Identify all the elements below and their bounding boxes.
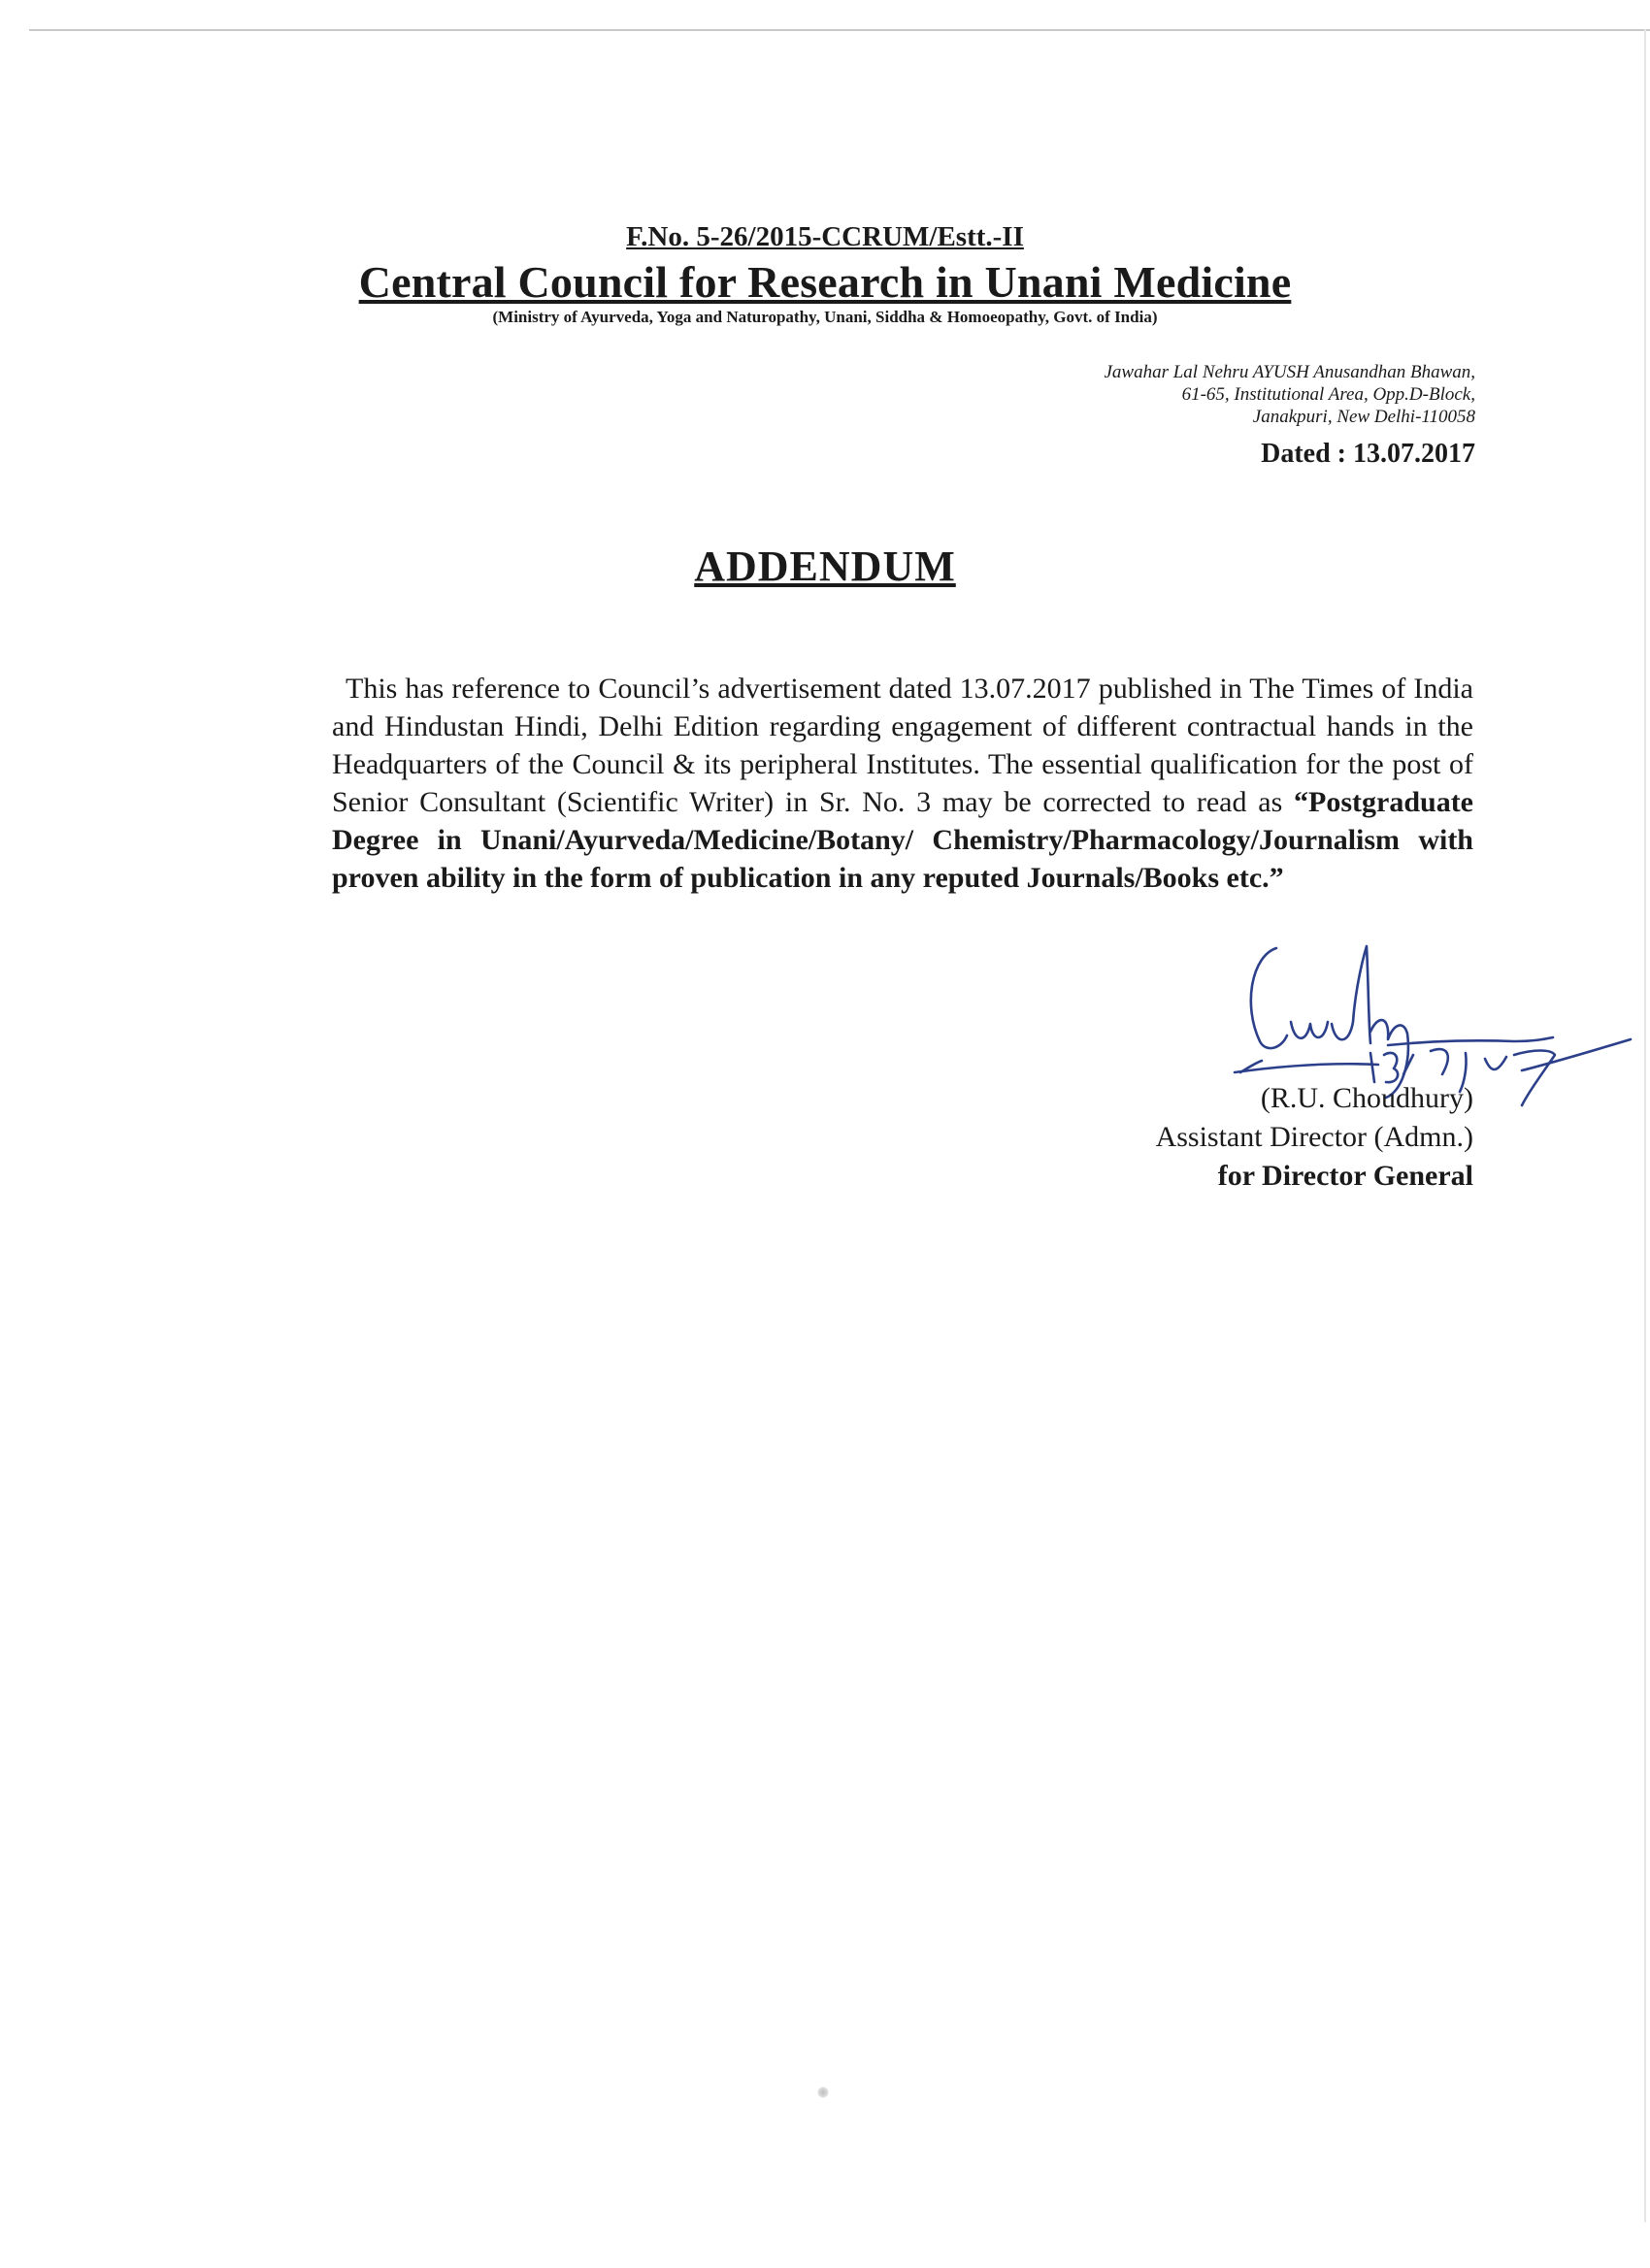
body-quoted-qualification: “Postgraduate Degree in Unani/Ayurveda/Medicine/Botany/ Chemistry/Pharmacology/Journalism with proven ability in the form of publication in any reputed Journals/Books etc.” [332, 786, 1473, 894]
ministry-line: (Ministry of Ayurveda, Yoga and Naturopathy, Unani, Siddha & Homoeopathy, Govt. of India) [492, 308, 1158, 326]
signatory-for-line: for Director General [1217, 1160, 1473, 1192]
body-intro-text: This has reference to Council’s advertisement dated 13.07.2017 published in The Times of India and Hindustan Hindi, Delhi Edition regarding engagement of different contractual hands in the Headquarters of the Council & its peripheral Institutes. The essential qualification for the post of Senior Consultant (Scientific Writer) in Sr. No. 3 may be corrected to read as [332, 673, 1473, 818]
organization-name: Central Council for Research in Unani Medicine [358, 257, 1292, 307]
office-address [1104, 361, 1475, 428]
scan-top-edge [29, 29, 1650, 31]
document-title: ADDENDUM [694, 542, 956, 590]
address-line-3: Janakpuri, New Delhi-110058 [1252, 407, 1475, 427]
address-line-1: Jawahar Lal Nehru AYUSH Anusandhan Bhawan, [1104, 362, 1475, 382]
body-paragraph [332, 670, 1473, 897]
signatory-designation: Assistant Director (Admn.) [1155, 1121, 1473, 1153]
signatory-block [1156, 1079, 1473, 1196]
file-number: F.No. 5-26/2015-CCRUM/Estt.-II [626, 221, 1024, 252]
scan-speck [817, 2087, 829, 2098]
signatory-name: (R.U. Choudhury) [1260, 1082, 1473, 1114]
document-date: Dated : 13.07.2017 [1261, 439, 1475, 469]
address-line-2: 61-65, Institutional Area, Opp.D-Block, [1181, 384, 1475, 405]
